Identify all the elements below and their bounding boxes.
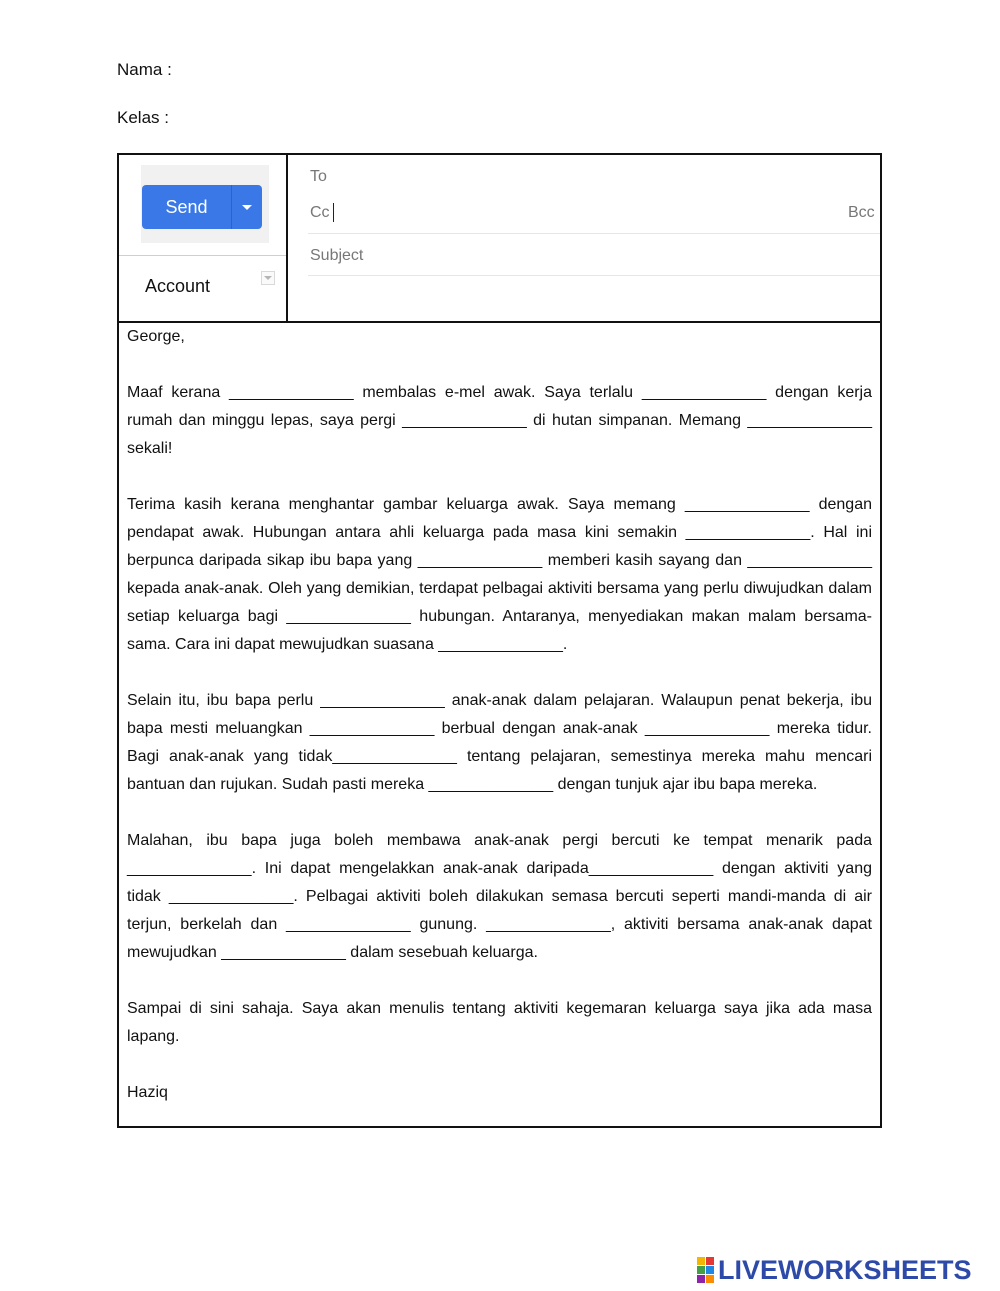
- nama-label: Nama :: [117, 60, 172, 79]
- logo-text: LIVEWORKSHEETS: [718, 1254, 972, 1285]
- field-divider: [308, 233, 880, 234]
- email-compose-frame: [117, 153, 882, 1128]
- subject-field[interactable]: Subject: [310, 247, 364, 264]
- compose-left-pane: [119, 155, 288, 321]
- letter-paragraph: Sampai di sini sahaja. Saya akan menulis tentang aktiviti kegemaran keluarga saya jika ada masa lapang.: [127, 1000, 872, 1045]
- letter-paragraph: Maaf kerana ______________ membalas e-mel awak. Saya terlalu ______________ dengan kerja rumah dan minggu lepas, saya pergi ______________ di hutan simpanan. Memang ______________ sekali!: [127, 384, 872, 457]
- text-cursor: [333, 203, 334, 222]
- cc-field[interactable]: Cc: [310, 204, 330, 221]
- send-button[interactable]: Send: [165, 196, 208, 217]
- compose-header: [119, 155, 880, 323]
- liveworksheets-logo: [697, 1255, 972, 1285]
- kelas-label: Kelas :: [117, 108, 169, 127]
- letter-paragraph: Terima kasih kerana menghantar gambar keluarga awak. Saya memang ______________ dengan pendapat awak. Hubungan antara ahli keluarga pada masa kini semakin ______________. Hal ini berpunca daripada sikap ibu bapa yang ______________ memberi kasih sayang dan ______________ kepada anak-anak. Oleh yang demikian, terdapat pelbagai aktiviti bersama yang perlu diwujudkan dalam setiap keluarga bagi ______________ hubungan. Antaranya, menyediakan makan malam bersama-sama. Cara ini dapat mewujudkan suasana ______________.: [127, 496, 872, 653]
- account-label: Account: [145, 276, 211, 296]
- letter-signature: Haziq: [127, 1084, 168, 1101]
- logo-block: [697, 1275, 705, 1283]
- compose-fields: [289, 155, 880, 321]
- logo-blocks-icon: [697, 1257, 714, 1283]
- to-field[interactable]: To: [310, 168, 327, 185]
- account-selector[interactable]: [119, 255, 286, 322]
- bcc-link[interactable]: Bcc: [848, 204, 875, 221]
- logo-block: [706, 1266, 714, 1274]
- logo-block: [706, 1275, 714, 1283]
- letter-paragraph: Malahan, ibu bapa juga boleh membawa anak-anak pergi bercuti ke tempat menarik pada ______________. Ini dapat mengelakkan anak-anak daripada______________ dengan aktiviti yang tidak ______________. Pelbagai aktiviti boleh dilakukan semasa bercuti seperti mandi-manda di air terjun, berkelah dan ______________ gunung. ______________, aktiviti bersama anak-anak dapat mewujudkan ______________ dalam sesebuah keluarga.: [127, 832, 872, 961]
- dropdown-arrow-icon: [264, 276, 272, 280]
- email-body[interactable]: [127, 323, 872, 1107]
- send-toolbar: [141, 165, 269, 243]
- logo-block: [697, 1266, 705, 1274]
- logo-block: [697, 1257, 705, 1265]
- letter-greeting: George,: [127, 328, 185, 345]
- send-options-button[interactable]: [232, 185, 262, 229]
- account-dropdown[interactable]: [261, 271, 275, 285]
- field-divider: [308, 275, 880, 276]
- logo-block: [706, 1257, 714, 1265]
- letter-paragraph: Selain itu, ibu bapa perlu ______________ anak-anak dalam pelajaran. Walaupun penat bekerja, ibu bapa mesti meluangkan ______________ berbual dengan anak-anak ______________ mereka tidur. Bagi anak-anak yang tidak______________ tentang pelajaran, semestinya mereka mahu mencari bantuan dan rujukan. Sudah pasti mereka ______________ dengan tunjuk ajar ibu bapa mereka.: [127, 692, 872, 793]
- send-button-group[interactable]: [142, 185, 262, 229]
- chevron-down-icon: [242, 205, 252, 210]
